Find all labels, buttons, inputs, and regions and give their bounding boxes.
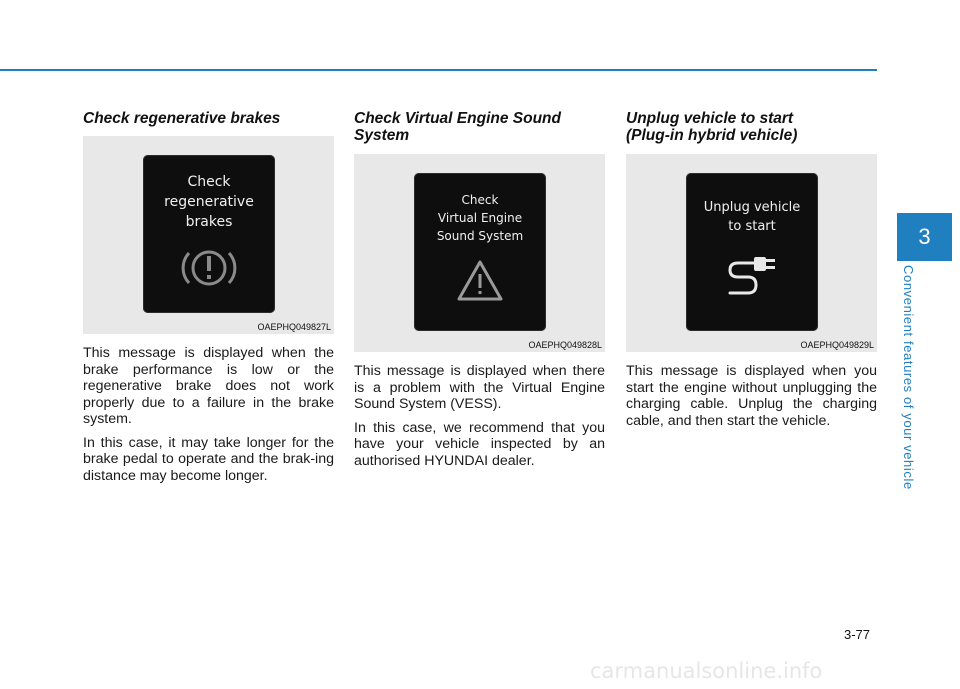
cluster-display — [686, 173, 818, 331]
section-heading: Check Virtual Engine Sound System — [354, 110, 561, 144]
figure-vess — [354, 154, 605, 352]
figure-code: OAEPHQ049827L — [257, 322, 331, 332]
brake-warning-icon — [179, 245, 239, 291]
figure-unplug — [626, 154, 877, 352]
display-message: Check Virtual Engine Sound System — [436, 193, 524, 243]
figure-code: OAEPHQ049829L — [800, 340, 874, 350]
charging-plug-icon — [724, 255, 784, 301]
watermark: carmanualsonline.info — [590, 659, 823, 683]
top-rule — [0, 69, 877, 71]
section-check-vess — [354, 110, 605, 469]
cluster-display — [414, 173, 546, 331]
figure-code: OAEPHQ049828L — [528, 340, 602, 350]
warning-triangle-icon — [456, 259, 504, 303]
paragraph: In this case, we recommend that you have your vehicle inspected by an authorised HYUNDAI dealer. — [354, 419, 605, 469]
cluster-display — [143, 155, 275, 313]
section-heading: Check regenerative brakes — [83, 110, 281, 127]
section-unplug-vehicle — [626, 110, 877, 429]
paragraph: This message is displayed when you start the engine without unplugging the charging cable. Unplug the charging cable, and then start the vehicle. — [626, 363, 877, 429]
page-number: 3-77 — [844, 627, 871, 642]
figure-regenerative-brakes — [83, 136, 334, 334]
paragraph: This message is displayed when the brake performance is low or the regenerative brake does not work properly due to a failure in the brake system. — [83, 345, 334, 427]
section-heading: Unplug vehicle to start (Plug-in hybrid vehicle) — [626, 110, 798, 144]
paragraph: In this case, it may take longer for the brake pedal to operate and the brak-ing distance may become longer. — [83, 434, 334, 484]
section-check-regenerative-brakes — [83, 110, 334, 484]
chapter-tab: 3 — [897, 213, 952, 261]
paragraph: This message is displayed when there is a problem with the Virtual Engine Sound System (VESS). — [354, 363, 605, 412]
display-message: Unplug vehicle to start — [703, 200, 801, 234]
chapter-title: Convenient features of your vehicle — [901, 265, 916, 490]
display-message: Check regenerative brakes — [164, 174, 254, 230]
